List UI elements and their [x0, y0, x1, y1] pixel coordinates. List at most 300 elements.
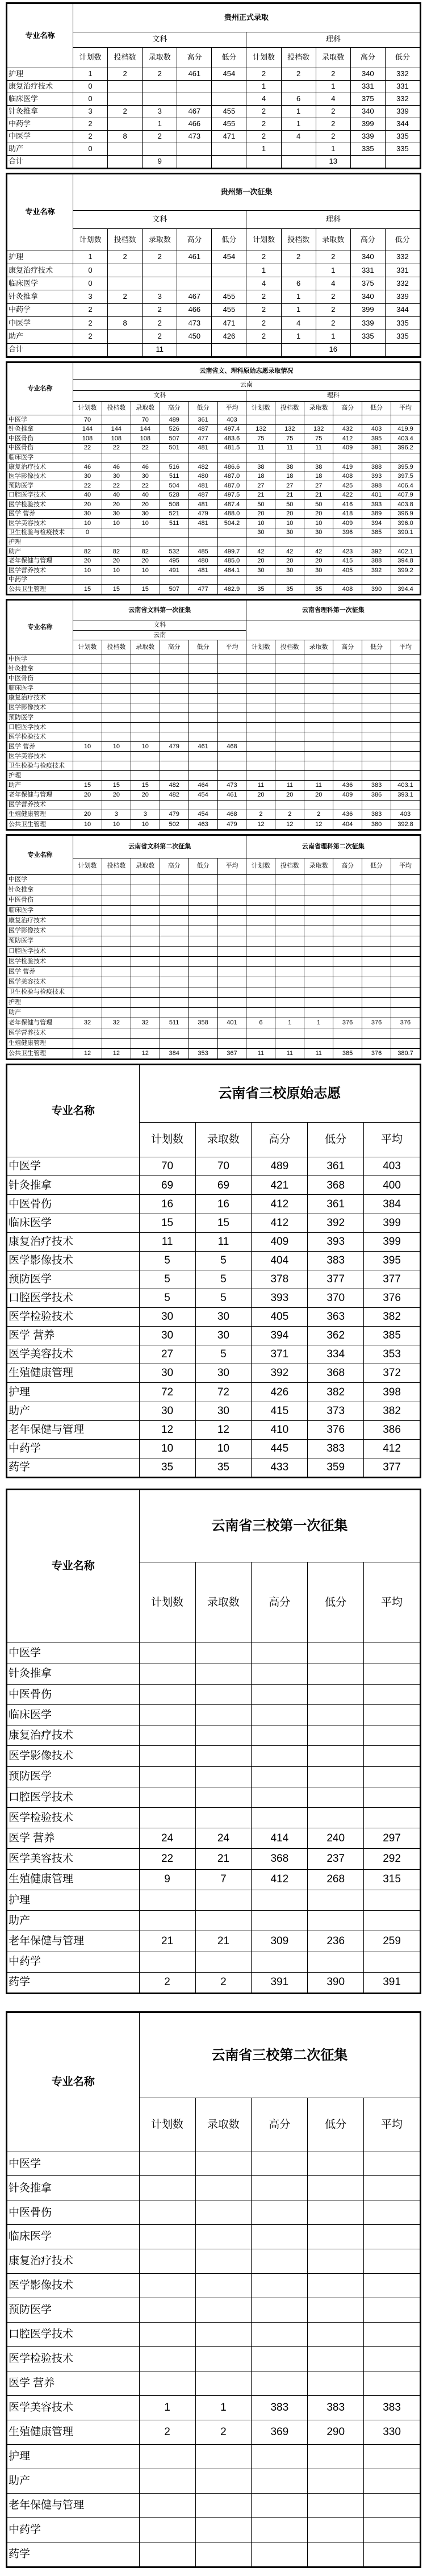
cell	[304, 683, 333, 693]
cell	[391, 771, 420, 781]
yunnan-original-table	[6, 361, 421, 595]
table-row	[7, 819, 420, 829]
cell: 386	[364, 1420, 420, 1439]
table-row	[7, 1364, 420, 1383]
major-name: 老年保健与管理	[7, 2494, 140, 2518]
cell	[252, 2445, 308, 2469]
cell	[108, 118, 143, 131]
cell	[304, 956, 333, 966]
table-row	[7, 1684, 420, 1704]
cell	[275, 1028, 304, 1038]
cell: 2	[246, 303, 281, 316]
cell: 30	[139, 1327, 195, 1345]
table-row	[7, 2298, 420, 2323]
cell	[73, 874, 102, 885]
cell	[73, 732, 102, 742]
cell	[195, 1746, 252, 1766]
cell	[212, 264, 246, 277]
cell: 382	[308, 1383, 364, 1402]
cell: 409	[333, 790, 362, 800]
cell	[246, 453, 275, 462]
cell: 389	[362, 509, 391, 519]
cell: 415	[252, 1402, 308, 1420]
cell	[304, 712, 333, 722]
cell: 455	[212, 303, 246, 316]
cell	[246, 895, 275, 905]
cell	[160, 683, 189, 693]
cell: 240	[308, 1828, 364, 1849]
cell	[217, 528, 246, 538]
cell: 2	[316, 106, 350, 118]
cell	[304, 761, 333, 771]
cell: 403	[391, 810, 420, 819]
cell: 461	[217, 790, 246, 800]
major-name: 护理	[7, 997, 73, 1007]
cell: 1	[195, 2396, 252, 2420]
cell: 46	[131, 462, 160, 472]
cell	[362, 752, 391, 761]
cell	[139, 1664, 195, 1684]
table-row	[7, 2396, 420, 2420]
cell: 4	[281, 317, 316, 330]
cell	[160, 885, 189, 895]
cell	[364, 1952, 420, 1972]
table-row	[7, 131, 420, 143]
cell	[102, 537, 131, 547]
major-name: 老年保健与管理	[7, 556, 73, 566]
cell: 38	[246, 462, 275, 472]
table-row	[7, 1289, 420, 1307]
cell: 30	[139, 1308, 195, 1327]
cell	[139, 2323, 195, 2347]
cell	[195, 2469, 252, 2494]
cell	[189, 703, 217, 712]
cell: 383	[362, 810, 391, 819]
cell: 259	[364, 1931, 420, 1952]
cell: 331	[350, 81, 385, 93]
cell: 3	[73, 290, 108, 303]
cell	[333, 722, 362, 732]
table-row	[7, 415, 420, 425]
cell: 10	[102, 819, 131, 829]
cell: 376	[391, 1018, 420, 1028]
cell: 2	[139, 1972, 195, 1993]
cell: 521	[160, 509, 189, 519]
cell: 392	[362, 547, 391, 557]
cell: 32	[131, 1018, 160, 1028]
cell	[246, 905, 275, 915]
cell: 455	[212, 290, 246, 303]
cell	[252, 2323, 308, 2347]
cell: 22	[102, 443, 131, 453]
cell: 40	[73, 490, 102, 500]
cell	[108, 277, 143, 290]
cell: 11	[304, 1048, 333, 1058]
cell: 471	[212, 317, 246, 330]
wen-header: 文科	[73, 620, 246, 631]
major-name: 医学美容技术	[7, 2396, 140, 2420]
cell	[391, 683, 420, 693]
cell: 6	[281, 277, 316, 290]
cell	[108, 343, 143, 356]
major-name: 护理	[7, 537, 73, 547]
cell	[252, 2542, 308, 2567]
cell	[195, 2542, 252, 2567]
cell	[246, 683, 275, 693]
cell: 20	[131, 500, 160, 510]
table-row	[7, 106, 420, 118]
table-row	[7, 118, 420, 131]
cell	[195, 1643, 252, 1664]
cell	[333, 674, 362, 683]
cell: 396.9	[391, 509, 420, 519]
cell	[160, 712, 189, 722]
cell	[275, 453, 304, 462]
cell	[108, 156, 143, 168]
major-name: 医学 营养	[7, 2371, 140, 2396]
cell	[304, 732, 333, 742]
major-name: 康复治疗技术	[7, 81, 73, 93]
table-row	[7, 683, 420, 693]
cell	[246, 936, 275, 946]
major-name: 中医骨伤	[7, 434, 73, 444]
cell	[362, 895, 391, 905]
wen-header: 文科	[73, 211, 246, 229]
cell	[333, 761, 362, 771]
cell: 377	[364, 1458, 420, 1477]
cell	[189, 732, 217, 742]
cell	[246, 771, 275, 781]
cell: 2	[108, 251, 143, 264]
cell	[131, 874, 160, 885]
major-name: 助产	[7, 781, 73, 790]
cell	[391, 874, 420, 885]
cell: 6	[246, 1018, 275, 1028]
yunnan-three-schools-second-supplement-table	[6, 2011, 421, 2568]
cell	[391, 453, 420, 462]
cell: 30	[275, 566, 304, 576]
cell	[275, 712, 304, 722]
cell: 2	[304, 810, 333, 819]
cell	[391, 936, 420, 946]
cell	[189, 664, 217, 674]
cell	[189, 800, 217, 810]
cell: 2	[246, 118, 281, 131]
cell	[131, 575, 160, 585]
cell	[275, 800, 304, 810]
cell	[102, 956, 131, 966]
cell: 27	[139, 1345, 195, 1364]
cell	[333, 987, 362, 997]
cell	[362, 655, 391, 664]
cell: 491	[160, 566, 189, 576]
cell	[304, 936, 333, 946]
cell	[364, 2225, 420, 2249]
cell	[304, 885, 333, 895]
table-row	[7, 2494, 420, 2518]
cell: 466	[177, 118, 212, 131]
cell	[131, 1028, 160, 1038]
table-row	[7, 556, 420, 566]
cell: 419.9	[391, 424, 420, 434]
cell: 486.6	[217, 462, 246, 472]
cell: 297	[364, 1828, 420, 1849]
cell: 10	[246, 519, 275, 528]
cell	[246, 915, 275, 926]
cell	[364, 2249, 420, 2274]
cell: 454	[212, 251, 246, 264]
cell	[275, 966, 304, 977]
cell: 46	[102, 462, 131, 472]
cell	[102, 655, 131, 664]
cell: 335	[385, 131, 420, 143]
column-headers: 计划数 录取数 高分 低分 平均	[7, 1562, 420, 1643]
major-name: 临床医学	[7, 2225, 140, 2249]
cell	[333, 966, 362, 977]
cell	[102, 752, 131, 761]
cell	[160, 771, 189, 781]
cell	[73, 693, 102, 703]
cell	[364, 2445, 420, 2469]
cell	[333, 1007, 362, 1018]
major-name: 医学检验技术	[7, 500, 73, 510]
cell	[102, 771, 131, 781]
cell: 72	[195, 1383, 252, 1402]
cell: 483.6	[217, 434, 246, 444]
table-title: 贵州正式录取	[73, 4, 420, 32]
cell: 388	[362, 556, 391, 566]
major-name: 医学影像技术	[7, 1746, 140, 1766]
cell	[275, 575, 304, 585]
major-name: 中医学	[7, 1157, 140, 1176]
guizhou-first-supplement-table	[6, 173, 421, 358]
major-name: 助产	[7, 1402, 140, 1420]
cell: 461	[177, 251, 212, 264]
major-name: 卫生检验与检疫技术	[7, 528, 73, 538]
cell	[73, 915, 102, 926]
cell: 482	[160, 781, 189, 790]
cell	[139, 1952, 195, 1972]
cell	[139, 2518, 195, 2542]
cell: 2	[246, 330, 281, 343]
cell	[391, 966, 420, 977]
cell: 20	[246, 509, 275, 519]
cell: 72	[139, 1383, 195, 1402]
cell: 394	[362, 519, 391, 528]
cell	[212, 343, 246, 356]
li-header: 理科	[246, 211, 420, 229]
major-name: 中药学	[7, 1952, 140, 1972]
cell	[108, 81, 143, 93]
cell	[304, 693, 333, 703]
cell: 32	[73, 1018, 102, 1028]
cell	[362, 1028, 391, 1038]
cell: 1	[281, 290, 316, 303]
cell	[333, 997, 362, 1007]
cell	[246, 761, 275, 771]
cell: 479	[189, 509, 217, 519]
cell	[364, 1725, 420, 1746]
cell	[73, 674, 102, 683]
cell: 2	[108, 290, 143, 303]
cell	[364, 1890, 420, 1910]
major-name: 中医骨伤	[7, 1195, 140, 1214]
major-name: 针灸推拿	[7, 424, 73, 434]
cell	[131, 528, 160, 538]
cell: 1	[316, 264, 350, 277]
cell: 334	[308, 1345, 364, 1364]
cell: 20	[73, 790, 102, 800]
major-name: 针灸推拿	[7, 1664, 140, 1684]
cell: 35	[304, 585, 333, 594]
cell: 450	[177, 330, 212, 343]
cell: 382	[364, 1402, 420, 1420]
cell	[364, 2371, 420, 2396]
cell: 376	[333, 1018, 362, 1028]
cell	[131, 997, 160, 1007]
cell: 2	[143, 251, 177, 264]
cell: 2	[143, 68, 177, 81]
cell	[252, 2347, 308, 2371]
cell: 393.1	[391, 790, 420, 800]
major-name: 医学影像技术	[7, 703, 73, 712]
cell: 3	[143, 106, 177, 118]
cell: 528	[160, 490, 189, 500]
major-name: 助产	[7, 2469, 140, 2494]
table-row	[7, 528, 420, 538]
cell: 11	[246, 443, 275, 453]
cell	[189, 537, 217, 547]
cell	[73, 946, 102, 956]
cell	[364, 1808, 420, 1828]
cell: 15	[131, 585, 160, 594]
cell: 38	[304, 462, 333, 472]
cell	[308, 2347, 364, 2371]
cell	[102, 915, 131, 926]
cell	[252, 1725, 308, 1746]
cell	[362, 905, 391, 915]
table-row	[7, 1018, 420, 1028]
cell	[246, 1038, 275, 1048]
cell: 30	[102, 509, 131, 519]
cell	[73, 771, 102, 781]
table-title: 云南省文、理科原始志愿录取情况	[73, 363, 420, 380]
table-row	[7, 251, 420, 264]
cell: 1	[246, 81, 281, 93]
cell	[281, 343, 316, 356]
cell	[252, 2200, 308, 2225]
cell: 332	[385, 93, 420, 106]
table-row	[7, 703, 420, 712]
cell	[131, 722, 160, 732]
cell	[246, 732, 275, 742]
cell	[391, 722, 420, 732]
cell	[189, 926, 217, 936]
cell: 30	[73, 472, 102, 481]
cell: 332	[385, 68, 420, 81]
cell: 315	[364, 1869, 420, 1890]
cell	[160, 956, 189, 966]
cell	[333, 537, 362, 547]
cell: 504	[160, 481, 189, 491]
cell	[131, 761, 160, 771]
table-row	[7, 966, 420, 977]
cell	[246, 415, 275, 425]
cell	[139, 1808, 195, 1828]
cell	[304, 977, 333, 987]
cell: 0	[73, 528, 102, 538]
cell	[362, 966, 391, 977]
cell	[252, 1911, 308, 1931]
cell	[275, 936, 304, 946]
cell	[304, 1007, 333, 1018]
cell: 8	[108, 317, 143, 330]
cell: 419	[333, 462, 362, 472]
column-headers: 计划数 投档数 录取数 高分 低分 计划数 投档数 录取数 高分 低分	[7, 229, 420, 251]
cell	[139, 2469, 195, 2494]
table-row	[7, 1420, 420, 1439]
cell: 383	[308, 1439, 364, 1458]
major-name: 老年保健与管理	[7, 1931, 140, 1952]
cell: 13	[316, 156, 350, 168]
cell	[246, 874, 275, 885]
cell	[217, 537, 246, 547]
cell	[189, 946, 217, 956]
table-title: 云南省三校原始志愿	[139, 1065, 420, 1123]
cell	[246, 1007, 275, 1018]
cell	[102, 966, 131, 977]
cell: 487.4	[217, 500, 246, 510]
cell	[333, 752, 362, 761]
cell: 398	[364, 1383, 420, 1402]
cell: 477	[189, 434, 217, 444]
cell: 0	[73, 93, 108, 106]
cell	[275, 732, 304, 742]
cell: 511	[160, 1018, 189, 1028]
cell	[102, 453, 131, 462]
cell	[304, 915, 333, 926]
cell	[102, 885, 131, 895]
cell: 367	[217, 1048, 246, 1058]
major-name: 中医学	[7, 1643, 140, 1664]
cell	[189, 885, 217, 895]
cell	[252, 1766, 308, 1787]
cell	[189, 1007, 217, 1018]
cell: 3	[73, 106, 108, 118]
cell: 1	[139, 2396, 195, 2420]
cell	[73, 1007, 102, 1018]
table-row	[7, 93, 420, 106]
cell	[281, 143, 316, 156]
major-name: 预防医学	[7, 936, 73, 946]
cell: 9	[143, 156, 177, 168]
major-name: 医学营养技术	[7, 566, 73, 576]
cell: 331	[385, 81, 420, 93]
cell: 2	[108, 106, 143, 118]
cell: 10	[304, 519, 333, 528]
cell	[308, 1643, 364, 1664]
cell: 40	[102, 490, 131, 500]
major-name: 临床医学	[7, 905, 73, 915]
cell	[217, 1038, 246, 1048]
cell	[212, 81, 246, 93]
cell	[131, 453, 160, 462]
table-row	[7, 1402, 420, 1420]
cell: 21	[195, 1849, 252, 1869]
major-name: 中医骨伤	[7, 1684, 140, 1704]
cell	[108, 264, 143, 277]
major-name: 护理	[7, 1383, 140, 1402]
